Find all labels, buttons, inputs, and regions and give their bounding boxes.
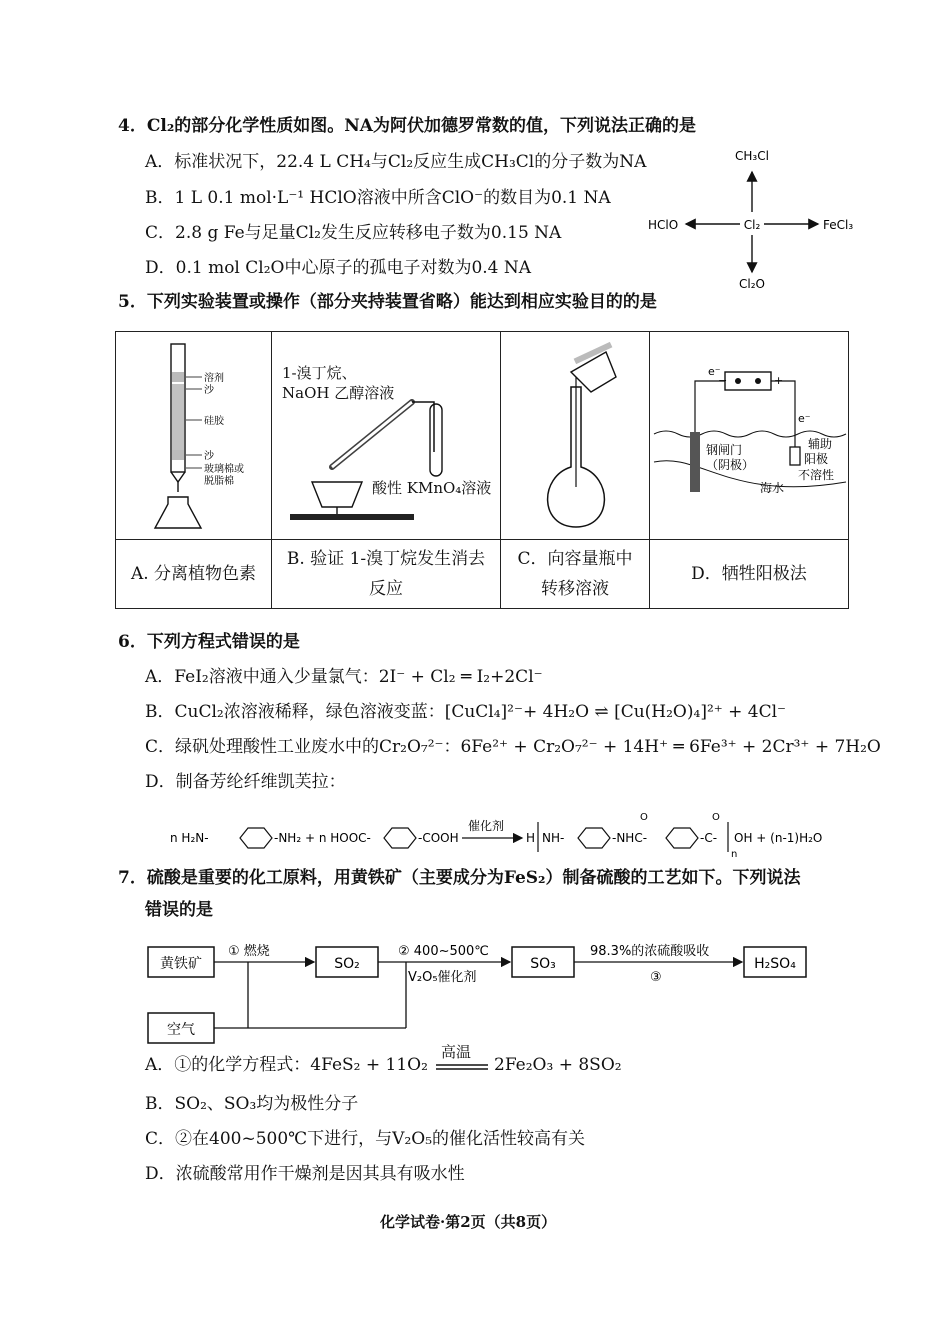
- q4-option-a: A．标准状况下，22.4 L CH₄与Cl₂反应生成CH₃Cl的分子数为NA: [145, 152, 647, 172]
- panel-d-electron1: e⁻: [708, 365, 721, 378]
- sacrificial-anode-icon: [650, 332, 850, 537]
- kevlar-p4: -C-: [700, 831, 718, 845]
- q6-stem: 6．下列方程式错误的是: [118, 632, 300, 652]
- q7-option-a-product: 2Fe₂O₃ + 8SO₂: [494, 1055, 622, 1075]
- q4-cl2-diagram: [640, 140, 870, 295]
- sulfuric-acid-flowchart: [140, 935, 820, 1045]
- panel-d-apparatus: [650, 332, 849, 540]
- kevlar-p1: H: [526, 831, 536, 845]
- flow-step3: 98.3%的浓硫酸吸收: [590, 944, 710, 959]
- panel-d-sea: 海水: [760, 481, 785, 495]
- kevlar-reaction: [170, 810, 850, 860]
- kevlar-p3: -NHC-: [612, 831, 648, 845]
- panel-a-label-silica: 硅胶: [204, 416, 224, 427]
- panel-d-gate2: （阴极）: [706, 458, 755, 472]
- panel-d-aux3: 不溶性: [798, 468, 835, 482]
- kevlar-p5: OH + (n-1)H₂O: [734, 831, 823, 845]
- volumetric-flask-icon: [501, 332, 649, 537]
- q6-option-a: A．FeI₂溶液中通入少量氯气：2I⁻ + Cl₂ ═ I₂+2Cl⁻: [145, 667, 543, 687]
- diagram-center: Cl₂: [743, 218, 761, 232]
- panel-b-label3: 酸性 KMnO₄溶液: [372, 479, 492, 497]
- panel-d-caption: D．牺牲阳极法: [650, 540, 849, 609]
- panel-d-plus: +: [774, 374, 784, 387]
- q7-stem-line2: 错误的是: [145, 900, 213, 920]
- benzene-ring-icon: [666, 828, 698, 848]
- flow-step1: ① 燃烧: [228, 944, 270, 959]
- q4-option-b: B．1 L 0.1 mol·L⁻¹ HClO溶液中所含ClO⁻的数目为0.1 NA: [145, 188, 611, 208]
- panel-a-label-wool1: 玻璃棉或: [204, 464, 244, 475]
- q7-stem-line1: 7．硫酸是重要的化工原料，用黄铁矿（主要成分为FeS₂）制备硫酸的工艺如下。下列说法: [118, 868, 801, 888]
- kevlar-p2: NH-: [542, 831, 565, 845]
- q6-option-b: B．CuCl₂浓溶液稀释，绿色溶液变蓝：[CuCl₄]²⁻+ 4H₂O ⇌ [Cu(H₂O)₄]²⁺ + 4Cl⁻: [145, 702, 787, 722]
- panel-b-caption: [272, 540, 501, 609]
- chromatography-column-icon: [116, 332, 271, 537]
- panel-a-label-sand: 沙: [204, 385, 214, 396]
- panel-b-caption2: 反应: [369, 579, 403, 599]
- equals-arrow-icon: [436, 1063, 488, 1071]
- kevlar-r1c: -COOH: [418, 831, 459, 845]
- q7-option-a: A．①的化学方程式：4FeS₂ + 11O₂: [145, 1055, 428, 1075]
- panel-a-label-solvent: 溶剂: [204, 373, 224, 384]
- kevlar-n: n: [731, 849, 738, 860]
- panel-a-caption: A. 分离植物色素: [116, 540, 272, 609]
- kevlar-r1b: -NH₂ + n HOOC-: [274, 831, 371, 845]
- panel-a-label-sand2: 沙: [204, 451, 214, 462]
- q7-option-c: C．②在400~500℃下进行，与V₂O₅的催化活性较高有关: [145, 1129, 586, 1149]
- q4-option-d: D．0.1 mol Cl₂O中心原子的孤电子对数为0.4 NA: [145, 258, 532, 278]
- flow-step2: ② 400~500℃: [398, 944, 489, 959]
- panel-b-caption1: B. 验证 1-溴丁烷发生消去: [286, 549, 486, 569]
- flow-so2: SO₂: [334, 956, 360, 972]
- flow-step3n: ③: [650, 970, 662, 985]
- panel-a-apparatus: [116, 332, 272, 540]
- kevlar-o1: O: [640, 812, 648, 823]
- kevlar-cat: 催化剂: [468, 819, 505, 833]
- panel-d-minus: −: [718, 374, 728, 387]
- panel-b-label1: 1-溴丁烷、: [282, 364, 357, 382]
- panel-c-caption: [501, 540, 650, 609]
- panel-d-electron2: e⁻: [798, 412, 811, 425]
- diagram-bottom: Cl₂O: [739, 277, 765, 291]
- panel-c-apparatus: [501, 332, 650, 540]
- page-footer: 化学试卷·第2页（共8页）: [380, 1213, 557, 1231]
- benzene-ring-icon: [240, 828, 272, 848]
- panel-c-caption1: C．向容量瓶中: [517, 549, 633, 569]
- panel-d-aux1: 辅助: [808, 437, 833, 451]
- q5-stem: 5．下列实验装置或操作（部分夹持装置省略）能达到相应实验目的的是: [118, 292, 657, 312]
- q7-option-b: B．SO₂、SO₃均为极性分子: [145, 1094, 359, 1114]
- flow-h2so4: H₂SO₄: [754, 956, 796, 972]
- flow-pyrite: 黄铁矿: [160, 956, 202, 972]
- flow-air: 空气: [167, 1022, 195, 1038]
- q4-stem: 4．Cl₂的部分化学性质如图。NA为阿伏加德罗常数的值，下列说法正确的是: [118, 116, 696, 136]
- kevlar-o2: O: [712, 812, 720, 823]
- panel-d-aux2: 阳极: [804, 452, 829, 466]
- flow-so3: SO₃: [530, 956, 556, 972]
- panel-a-label-wool2: 脱脂棉: [204, 476, 234, 487]
- benzene-ring-icon: [384, 828, 416, 848]
- kevlar-r1: n H₂N-: [170, 831, 209, 845]
- panel-d-gate1: 钢闸门: [706, 443, 743, 457]
- flow-cat: V₂O₅催化剂: [408, 970, 477, 985]
- diagram-right: FeCl₃: [823, 218, 854, 232]
- q6-option-d: D．制备芳纶纤维凯芙拉：: [145, 772, 346, 792]
- panel-b-apparatus: [272, 332, 501, 540]
- q7-option-a-condition: 高温: [441, 1043, 472, 1061]
- panel-c-caption2: 转移溶液: [541, 579, 609, 599]
- diagram-top: CH₃Cl: [735, 149, 769, 163]
- q7-option-d: D．浓硫酸常用作干燥剂是因其具有吸水性: [145, 1164, 465, 1184]
- q4-option-c: C．2.8 g Fe与足量Cl₂发生反应转移电子数为0.15 NA: [145, 223, 562, 243]
- elimination-apparatus-icon: [272, 332, 500, 537]
- diagram-left: HClO: [648, 218, 679, 232]
- panel-b-label2: NaOH 乙醇溶液: [282, 384, 395, 402]
- benzene-ring-icon: [578, 828, 610, 848]
- q6-option-c: C．绿矾处理酸性工业废水中的Cr₂O₇²⁻：6Fe²⁺ + Cr₂O₇²⁻ + 14H⁺ ═ 6Fe³⁺ + 2Cr³⁺ + 7H₂O: [145, 737, 881, 757]
- q5-experiment-table: [115, 331, 849, 609]
